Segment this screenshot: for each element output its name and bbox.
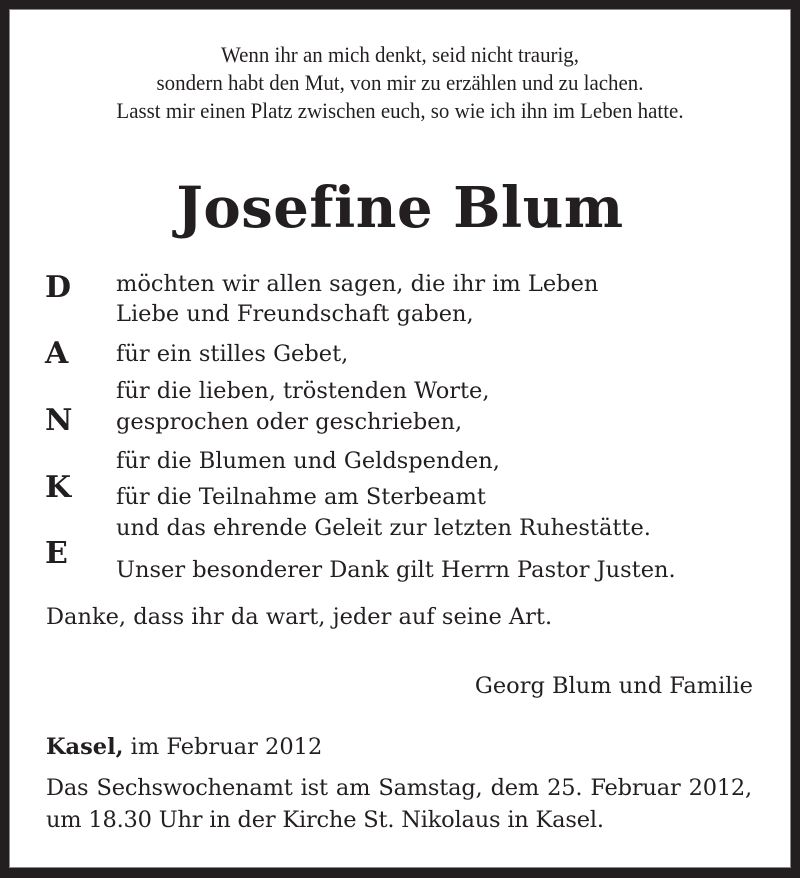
service-notice: Das Sechswochenamt ist am Samstag, dem 25. Februar 2012, um 18.30 Uhr in der Kirche St. Nikolaus in Kasel. [46,775,752,833]
thanks-line: Unser besonderer Dank gilt Herrn Pastor Justen. [116,557,676,583]
acrostic-letter: D [45,270,72,305]
poem-line: Lasst mir einen Platz zwischen euch, so wie ich ihn im Leben hatte. [116,98,684,123]
date: im Februar 2012 [123,734,323,760]
acrostic-letter: E [45,536,68,571]
acrostic-letter: A [45,336,69,371]
place: Kasel, [46,734,124,760]
acrostic-letter: K [45,470,72,505]
signature: Georg Blum und Familie [474,673,753,699]
poem [36,41,763,125]
place-date [46,732,322,762]
thanks-line: für die Blumen und Geldspenden, [116,448,500,474]
poem-line: sondern habt den Mut, von mir zu erzählen und zu lachen. [156,70,644,95]
thanks-line: für die Teilnahme am Sterbeamt [116,484,486,510]
thanks-line: und das ehrende Geleit zur letzten Ruhestätte. [116,515,651,541]
deceased-name: Josefine Blum [176,175,624,241]
thanks-line: für die lieben, tröstenden Worte, [116,378,490,404]
obituary-card [9,9,791,868]
thanks-line: möchten wir allen sagen, die ihr im Leben [116,271,599,297]
closing-line: Danke, dass ihr da wart, jeder auf seine Art. [46,604,553,630]
acrostic-letter: N [45,403,73,438]
thanks-line: Liebe und Freundschaft gaben, [116,301,474,327]
thanks-line: für ein stilles Gebet, [116,341,349,367]
thanks-line: gesprochen oder geschrieben, [116,409,463,435]
poem-line: Wenn ihr an mich denkt, seid nicht traurig, [220,42,580,67]
